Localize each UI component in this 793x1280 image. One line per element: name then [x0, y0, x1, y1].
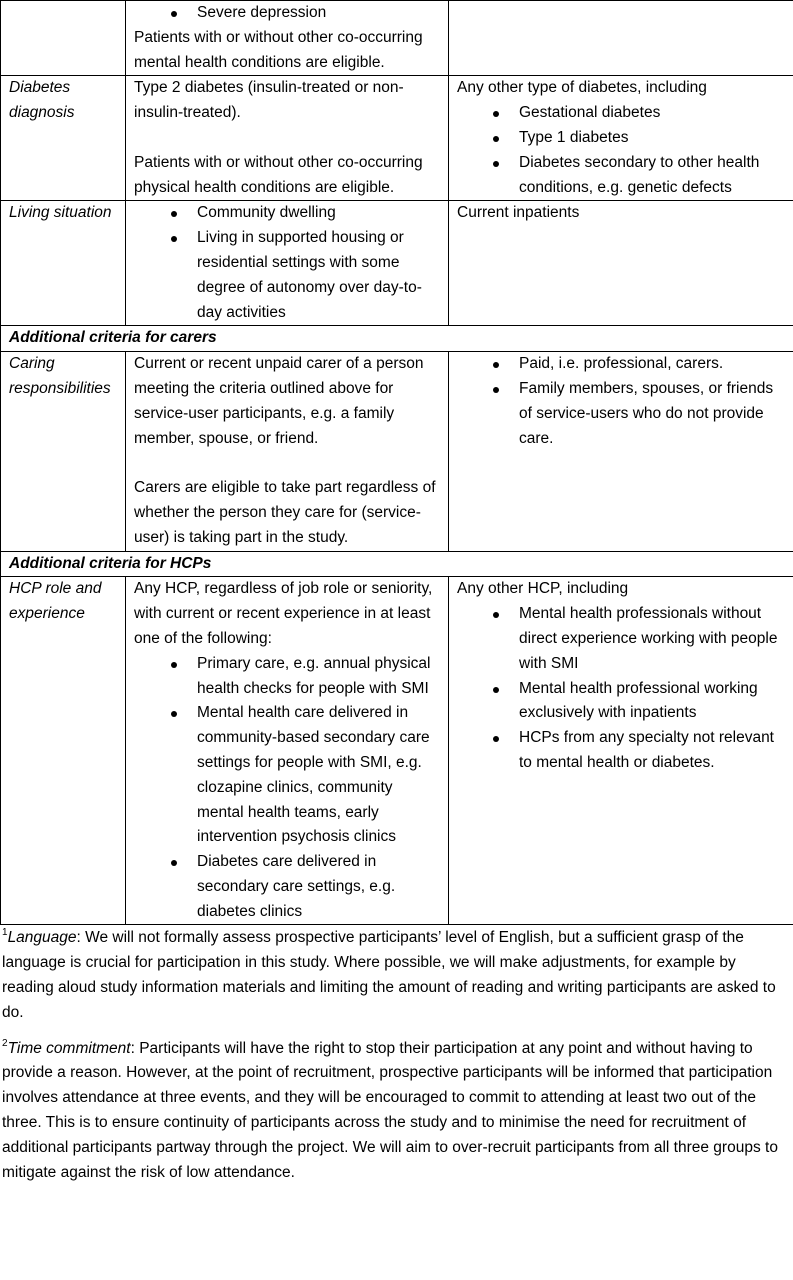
paragraph: Carers are eligible to take part regardless of whether the person they care for (service-user) is taking part in the study.: [134, 479, 436, 546]
list-item: Diabetes secondary to other health conditions, e.g. genetic defects: [457, 151, 785, 201]
footnote-text: : We will not formally assess prospective participants’ level of English, but a sufficient grasp of the language is crucial for participation in this study. Where possible, we will make adjustments, for example by reading aloud study information materials and limiting the amount of reading and writing participants are asked to do.: [2, 929, 776, 1021]
paragraph: Any other type of diabetes, including: [457, 79, 707, 97]
table-row: [1, 201, 793, 326]
exclusion-cell: [449, 1, 793, 76]
section-header-carers: Additional criteria for carers: [1, 326, 793, 352]
footnote-text: : Participants will have the right to stop their participation at any point and without having to provide a reason. However, at the point of recruitment, prospective participants will be informed that participation involves attendance at three events, and they will be encouraged to commit to attending at least two out of the three. This is to ensure continuity of participants across the study and to minimise the need for recruitment of additional participants partway through the project. We will aim to over-recruit participants from all three groups to mitigate against the risk of low attendance.: [2, 1039, 778, 1181]
inclusion-cell: [126, 201, 449, 326]
inclusion-cell: [126, 76, 449, 201]
paragraph: Any HCP, regardless of job role or seniority, with current or recent experience in at least one of the following:: [134, 580, 433, 647]
table-row: [1, 76, 793, 201]
criterion-label: Diabetes diagnosis: [1, 76, 126, 201]
paragraph: Any other HCP, including: [457, 580, 629, 598]
paragraph: Current or recent unpaid carer of a person meeting the criteria outlined above for service-user participants, e.g. a family member, spouse, or friend.: [134, 355, 424, 447]
criterion-label: Caring responsibilities: [1, 352, 126, 551]
section-header-row: [1, 326, 793, 352]
footnotes: [0, 925, 793, 1185]
criterion-label: Living situation: [1, 201, 126, 326]
footnote-time-commitment: [2, 1037, 791, 1186]
footnote-language: [2, 926, 791, 1025]
criterion-label: [1, 1, 126, 76]
footnote-term: Language: [7, 929, 77, 947]
section-header-hcps: Additional criteria for HCPs: [1, 551, 793, 577]
list-item: Paid, i.e. professional, carers.: [457, 352, 785, 377]
list-item: Mental health care delivered in community-based secondary care settings for people with SMI, e.g. clozapine clinics, community mental health teams, early intervention psychosis clinics: [134, 701, 440, 850]
paragraph: Patients with or without other co-occurring mental health conditions are eligible.: [134, 28, 423, 71]
table-row: [1, 1, 793, 76]
list-item: Mental health professionals without direct experience working with people with SMI: [457, 602, 785, 676]
table-row: [1, 352, 793, 551]
exclusion-cell: [449, 201, 793, 326]
list-item: Type 1 diabetes: [457, 126, 785, 151]
footnote-number: 1: [2, 927, 8, 939]
exclusion-cell: [449, 352, 793, 551]
footnote-term: Time commitment: [7, 1039, 131, 1057]
exclusion-cell: [449, 577, 793, 925]
inclusion-cell: [126, 1, 449, 76]
list-item: Severe depression: [134, 1, 440, 26]
list-item: Gestational diabetes: [457, 101, 785, 126]
list-item: Living in supported housing or residential settings with some degree of autonomy over day-to-day activities: [134, 226, 440, 325]
paragraph: Type 2 diabetes (insulin-treated or non-insulin-treated).: [134, 79, 404, 122]
paragraph: Current inpatients: [457, 204, 580, 222]
table-row: [1, 577, 793, 925]
list-item: Mental health professional working exclusively with inpatients: [457, 677, 785, 727]
inclusion-cell: [126, 577, 449, 925]
criterion-label: HCP role and experience: [1, 577, 126, 925]
exclusion-cell: [449, 76, 793, 201]
list-item: Community dwelling: [134, 201, 440, 226]
paragraph: Patients with or without other co-occurring physical health conditions are eligible.: [134, 153, 423, 196]
list-item: HCPs from any specialty not relevant to mental health or diabetes.: [457, 726, 785, 776]
section-header-row: [1, 551, 793, 577]
footnote-number: 2: [2, 1037, 8, 1049]
inclusion-cell: [126, 352, 449, 551]
list-item: Family members, spouses, or friends of service-users who do not provide care.: [457, 377, 785, 451]
list-item: Diabetes care delivered in secondary care settings, e.g. diabetes clinics: [134, 850, 440, 924]
list-item: Primary care, e.g. annual physical health checks for people with SMI: [134, 652, 440, 702]
